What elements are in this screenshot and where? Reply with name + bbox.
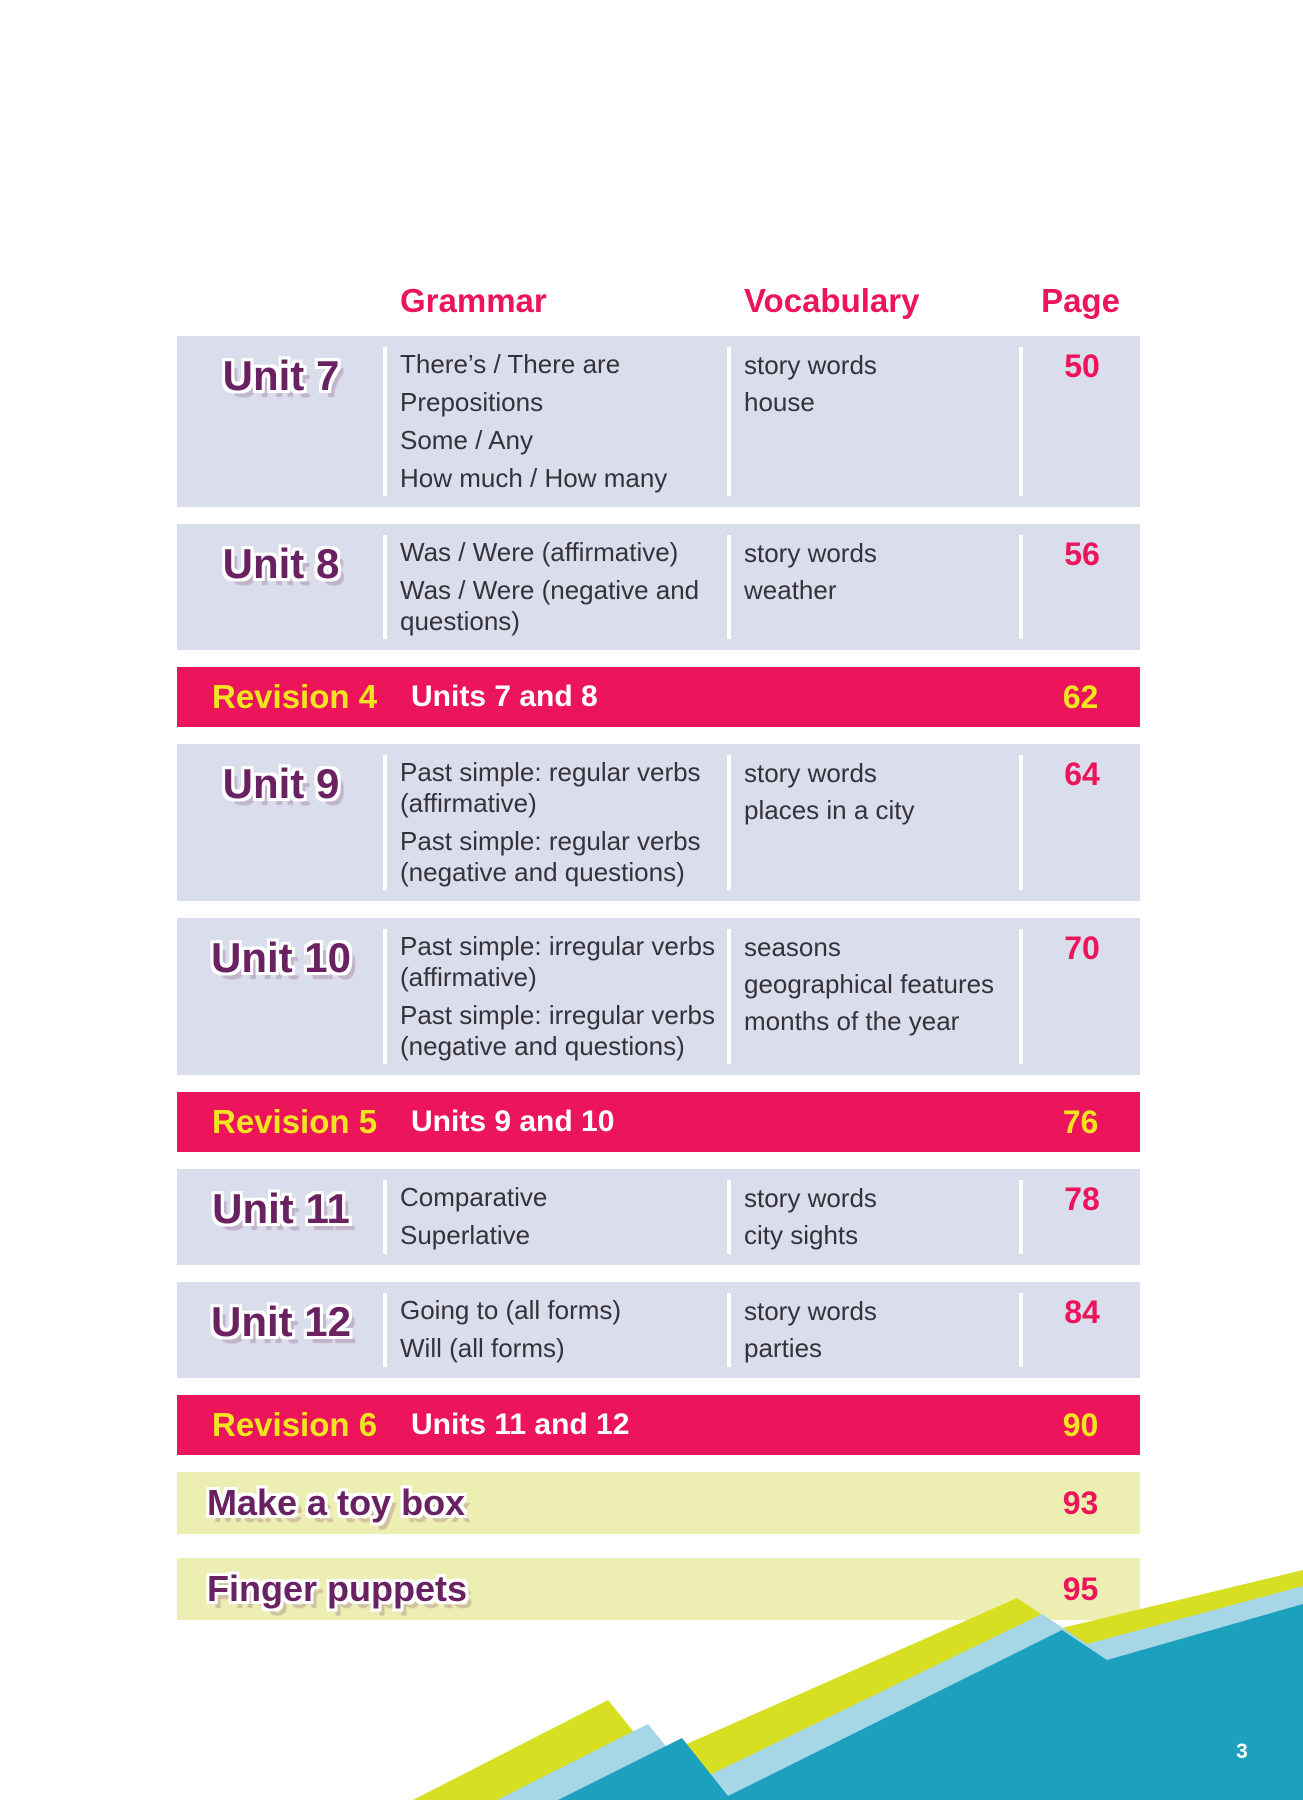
vocabulary-cell [729,336,1021,507]
revision-name-label: Revision 5 [212,1103,378,1140]
header-spacer [177,282,385,320]
page-number-value: 95 [1062,1570,1099,1607]
grammar-cell [385,524,729,650]
vocabulary-column-header: Vocabulary [744,282,920,319]
vocabulary-item: months of the year [744,1006,960,1036]
unit-name-label: Unit 11 [212,1185,350,1232]
grammar-item: Some / Any [400,425,533,455]
vocabulary-item: house [744,387,815,417]
page-number-value: 70 [1064,930,1100,966]
revision-row [177,1092,1140,1152]
vocabulary-item: geographical features [744,969,995,999]
page-number-cell [1021,336,1140,507]
vocabulary-item: city sights [744,1220,859,1250]
page-number-cell [1021,1169,1140,1265]
revision-name-label: Revision 6 [212,1406,378,1443]
grammar-item: Past simple: regular verbs (affirmative) [400,757,701,818]
project-name-label: Make a toy box [207,1482,466,1523]
grammar-item: Comparative [400,1182,548,1212]
page-number-value: 90 [1062,1406,1099,1443]
grammar-cell [385,1169,729,1265]
unit-row [177,524,1140,650]
grammar-item: Past simple: irregular verbs (affirmative) [400,931,715,992]
vocabulary-item: seasons [744,932,841,962]
revision-name-label: Revision 4 [212,678,378,715]
vocabulary-cell [729,1169,1021,1265]
project-name-label: Finger puppets [207,1568,467,1609]
page-number-value: 56 [1064,536,1100,572]
vocabulary-item: story words [744,538,877,568]
vocabulary-item: story words [744,758,877,788]
grammar-item: Past simple: regular verbs (negative and questions) [400,826,701,887]
grammar-cell [385,336,729,507]
grammar-cell [385,918,729,1075]
grammar-item: Superlative [400,1220,531,1250]
unit-row [177,744,1140,901]
vocabulary-cell [729,918,1021,1075]
grammar-item: Prepositions [400,387,544,417]
page-number-cell [1021,524,1140,650]
unit-name-label: Unit 12 [210,1298,352,1345]
grammar-item: Going to (all forms) [400,1295,622,1325]
unit-name-label: Unit 9 [222,760,340,807]
grammar-item: How much / How many [400,463,668,493]
vocabulary-cell [729,744,1021,901]
vocabulary-item: story words [744,350,877,380]
page-number-value: 93 [1062,1484,1099,1521]
grammar-item: Was / Were (affirmative) [400,537,679,567]
grammar-column-header: Grammar [400,282,547,319]
unit-name-label: Unit 8 [222,540,340,587]
vocabulary-item: weather [744,575,837,605]
revision-units-label: Units 7 and 8 [411,680,598,713]
lightning-bolt-decoration [0,1360,1303,1800]
revision-row [177,667,1140,727]
table-header-row [177,282,1140,320]
unit-name-label: Unit 10 [210,934,352,981]
grammar-item: Will (all forms) [400,1333,565,1363]
page-number-value: 84 [1064,1294,1100,1330]
page-number-value: 62 [1062,678,1099,715]
vocabulary-item: places in a city [744,795,915,825]
unit-row [177,336,1140,507]
unit-name-label: Unit 7 [222,352,340,399]
page-number-cell [1021,744,1140,901]
vocabulary-cell [729,524,1021,650]
unit-row [177,918,1140,1075]
page-number: 3 [1236,1740,1248,1763]
grammar-cell [385,744,729,901]
page-number-value: 50 [1064,348,1100,384]
page-number-value: 78 [1064,1181,1100,1217]
vocabulary-item: story words [744,1183,877,1213]
grammar-item: Was / Were (negative and questions) [400,575,700,636]
grammar-item: Past simple: irregular verbs (negative and questions) [400,1000,715,1061]
vocabulary-item: parties [744,1333,823,1363]
grammar-item: There’s / There are [400,349,621,379]
revision-units-label: Units 9 and 10 [411,1105,615,1138]
page-column-header: Page [1041,282,1120,319]
page-number-value: 64 [1064,756,1100,792]
page-number-value: 76 [1062,1103,1099,1140]
unit-row [177,1169,1140,1265]
revision-units-label: Units 11 and 12 [411,1408,630,1441]
vocabulary-item: story words [744,1296,877,1326]
page-number-cell [1021,918,1140,1075]
